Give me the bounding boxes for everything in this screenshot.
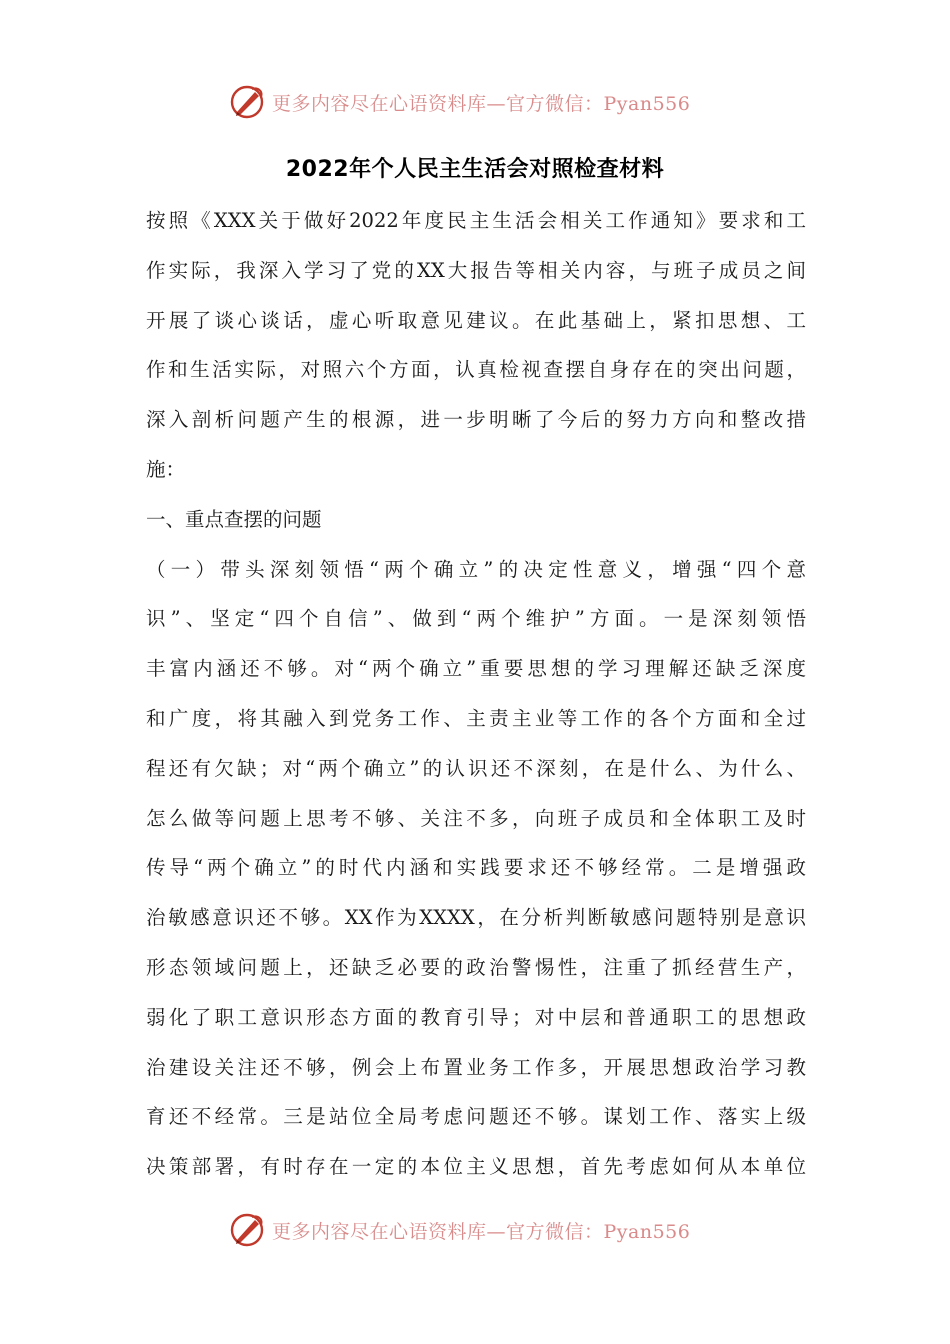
body-line: 决策部署，有时存在一定的本位主义思想，首先考虑如何从本单位 [146,1155,806,1179]
document-body [146,196,806,1192]
body-line: 识”、坚定“四个自信”、做到“两个维护”方面。一是深刻领悟 [146,607,806,631]
body-line: 丰富内涵还不够。对“两个确立”重要思想的学习理解还缺乏深度 [146,657,806,681]
pen-logo-icon [228,1211,266,1249]
body-line: 按照《XXX关于做好2022年度民主生活会相关工作通知》要求和工 [146,209,806,232]
body-line: 形态领域问题上，还缺乏必要的政治警惕性，注重了抓经营生产， [146,955,806,979]
body-line: 作实际，我深入学习了党的XX大报告等相关内容，与班子成员之间 [146,258,806,282]
header-banner [228,80,728,124]
body-line: 传导“两个确立”的时代内涵和实践要求还不够经常。二是增强政 [146,856,806,880]
section-heading: 一、重点查摆的问题 [146,507,322,531]
body-line: 程还有欠缺；对“两个确立”的认识还不深刻，在是什么、为什么、 [146,756,806,780]
header-banner-text: 更多内容尽在心语资料库—官方微信：Pyan556 [272,92,691,115]
document-title: 2022年个人民主生活会对照检查材料 [285,157,665,182]
body-line: 和广度，将其融入到党务工作、主责主业等工作的各个方面和全过 [146,706,806,730]
body-line: 开展了谈心谈话，虚心听取意见建议。在此基础上，紧扣思想、工 [146,308,806,332]
body-line: 作和生活实际，对照六个方面，认真检视查摆自身存在的突出问题， [146,358,806,382]
body-line: 弱化了职工意识形态方面的教育引导；对中层和普通职工的思想政 [146,1005,806,1029]
body-line: 施： [146,457,186,481]
body-line: 深入剖析问题产生的根源，进一步明晰了今后的努力方向和整改措 [146,408,806,432]
body-line: （一）带头深刻领悟“两个确立”的决定性意义，增强“四个意 [146,557,806,581]
footer-banner-text: 更多内容尽在心语资料库—官方微信：Pyan556 [272,1220,691,1243]
body-line: 育还不经常。三是站位全局考虑问题还不够。谋划工作、落实上级 [146,1105,806,1129]
footer-banner [228,1208,728,1252]
body-line: 治建设关注还不够，例会上布置业务工作多，开展思想政治学习教 [146,1055,806,1079]
body-line: 治敏感意识还不够。XX作为XXXX，在分析判断敏感问题特别是意识 [146,906,806,930]
pen-logo-icon [228,83,266,121]
body-line: 怎么做等问题上思考不够、关注不多，向班子成员和全体职工及时 [146,806,806,830]
